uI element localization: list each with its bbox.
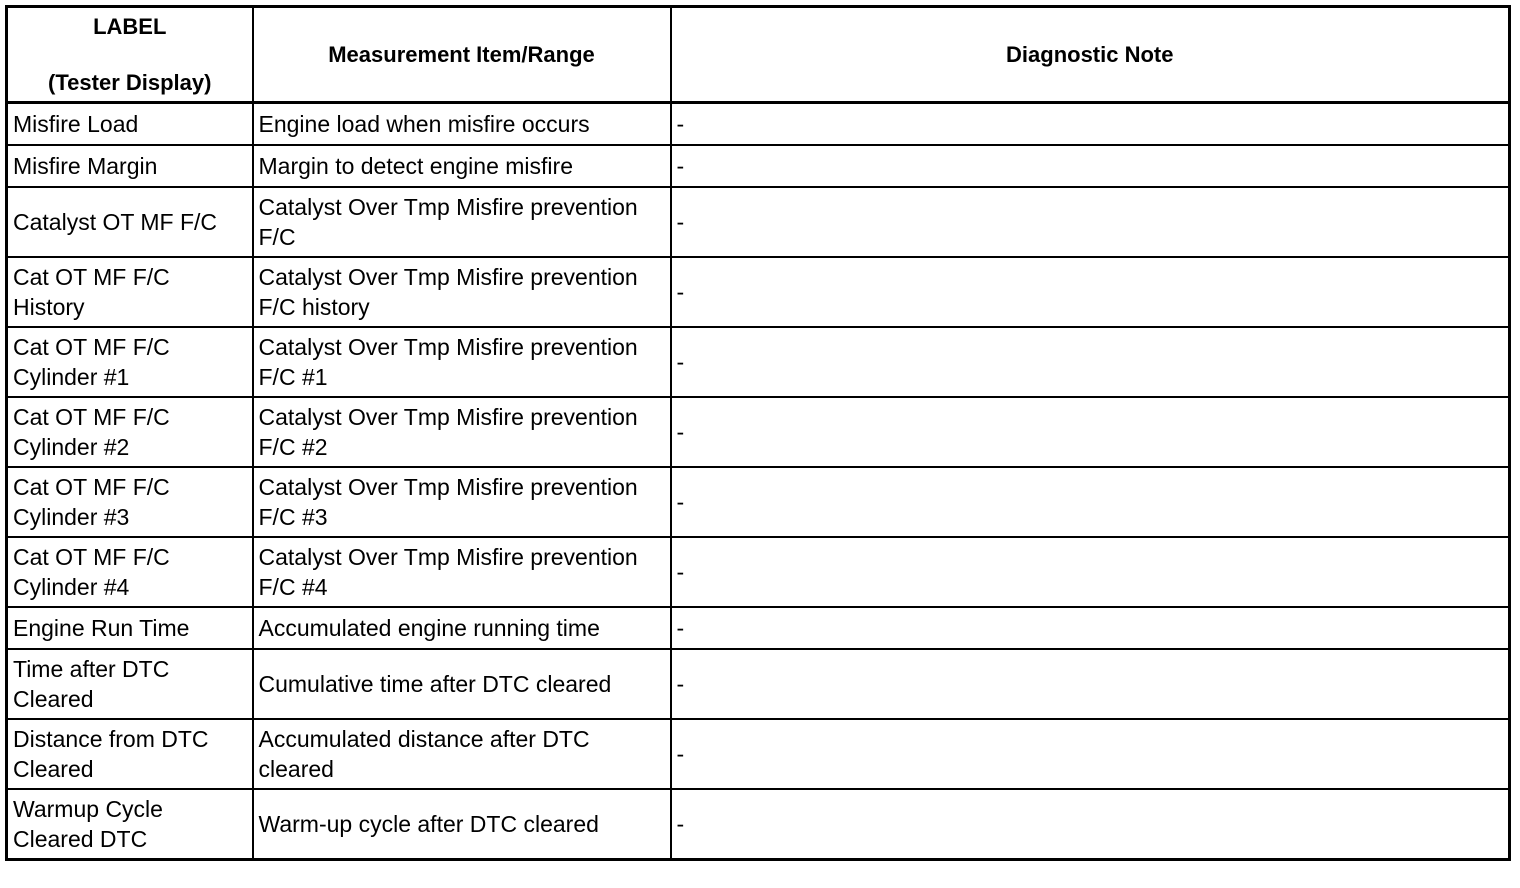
label-cell: Cat OT MF F/C History (7, 257, 253, 327)
label-cell: Catalyst OT MF F/C (7, 187, 253, 257)
note-cell: - (671, 719, 1510, 789)
header-label-line1: LABEL (93, 13, 167, 39)
label-cell: Cat OT MF F/C Cylinder #1 (7, 327, 253, 397)
measurement-cell: Margin to detect engine misfire (253, 145, 671, 187)
note-cell: - (671, 467, 1510, 537)
label-cell: Cat OT MF F/C Cylinder #4 (7, 537, 253, 607)
label-cell: Warmup Cycle Cleared DTC (7, 789, 253, 860)
table-row (7, 103, 1510, 146)
measurement-cell: Catalyst Over Tmp Misfire prevention F/C #3 (253, 467, 671, 537)
header-label (7, 7, 253, 103)
measurement-cell: Accumulated distance after DTC cleared (253, 719, 671, 789)
table-row (7, 719, 1510, 789)
label-cell: Cat OT MF F/C Cylinder #3 (7, 467, 253, 537)
table-row (7, 789, 1510, 860)
measurement-cell: Catalyst Over Tmp Misfire prevention F/C #4 (253, 537, 671, 607)
header-label-line2: (Tester Display) (48, 69, 212, 95)
note-cell: - (671, 103, 1510, 146)
table-row (7, 327, 1510, 397)
note-cell: - (671, 145, 1510, 187)
table-row (7, 145, 1510, 187)
note-cell: - (671, 187, 1510, 257)
note-cell: - (671, 327, 1510, 397)
note-cell: - (671, 649, 1510, 719)
table-row (7, 187, 1510, 257)
table-row (7, 537, 1510, 607)
label-cell: Engine Run Time (7, 607, 253, 649)
measurement-cell: Catalyst Over Tmp Misfire prevention F/C history (253, 257, 671, 327)
measurement-cell: Catalyst Over Tmp Misfire prevention F/C #1 (253, 327, 671, 397)
measurement-cell: Accumulated engine running time (253, 607, 671, 649)
table-row (7, 649, 1510, 719)
table-row (7, 467, 1510, 537)
measurement-cell: Engine load when misfire occurs (253, 103, 671, 146)
measurement-cell: Catalyst Over Tmp Misfire prevention F/C (253, 187, 671, 257)
header-diagnostic-note: Diagnostic Note (671, 7, 1510, 103)
note-cell: - (671, 397, 1510, 467)
table-row (7, 397, 1510, 467)
table-row (7, 257, 1510, 327)
measurement-cell: Catalyst Over Tmp Misfire prevention F/C #2 (253, 397, 671, 467)
label-cell: Time after DTC Cleared (7, 649, 253, 719)
label-cell: Cat OT MF F/C Cylinder #2 (7, 397, 253, 467)
data-list-table (5, 5, 1511, 861)
note-cell: - (671, 257, 1510, 327)
label-cell: Distance from DTC Cleared (7, 719, 253, 789)
table-row (7, 607, 1510, 649)
label-cell: Misfire Margin (7, 145, 253, 187)
header-measurement: Measurement Item/Range (253, 7, 671, 103)
note-cell: - (671, 607, 1510, 649)
label-cell: Misfire Load (7, 103, 253, 146)
header-row (7, 7, 1510, 103)
measurement-cell: Warm-up cycle after DTC cleared (253, 789, 671, 860)
note-cell: - (671, 537, 1510, 607)
note-cell: - (671, 789, 1510, 860)
measurement-cell: Cumulative time after DTC cleared (253, 649, 671, 719)
